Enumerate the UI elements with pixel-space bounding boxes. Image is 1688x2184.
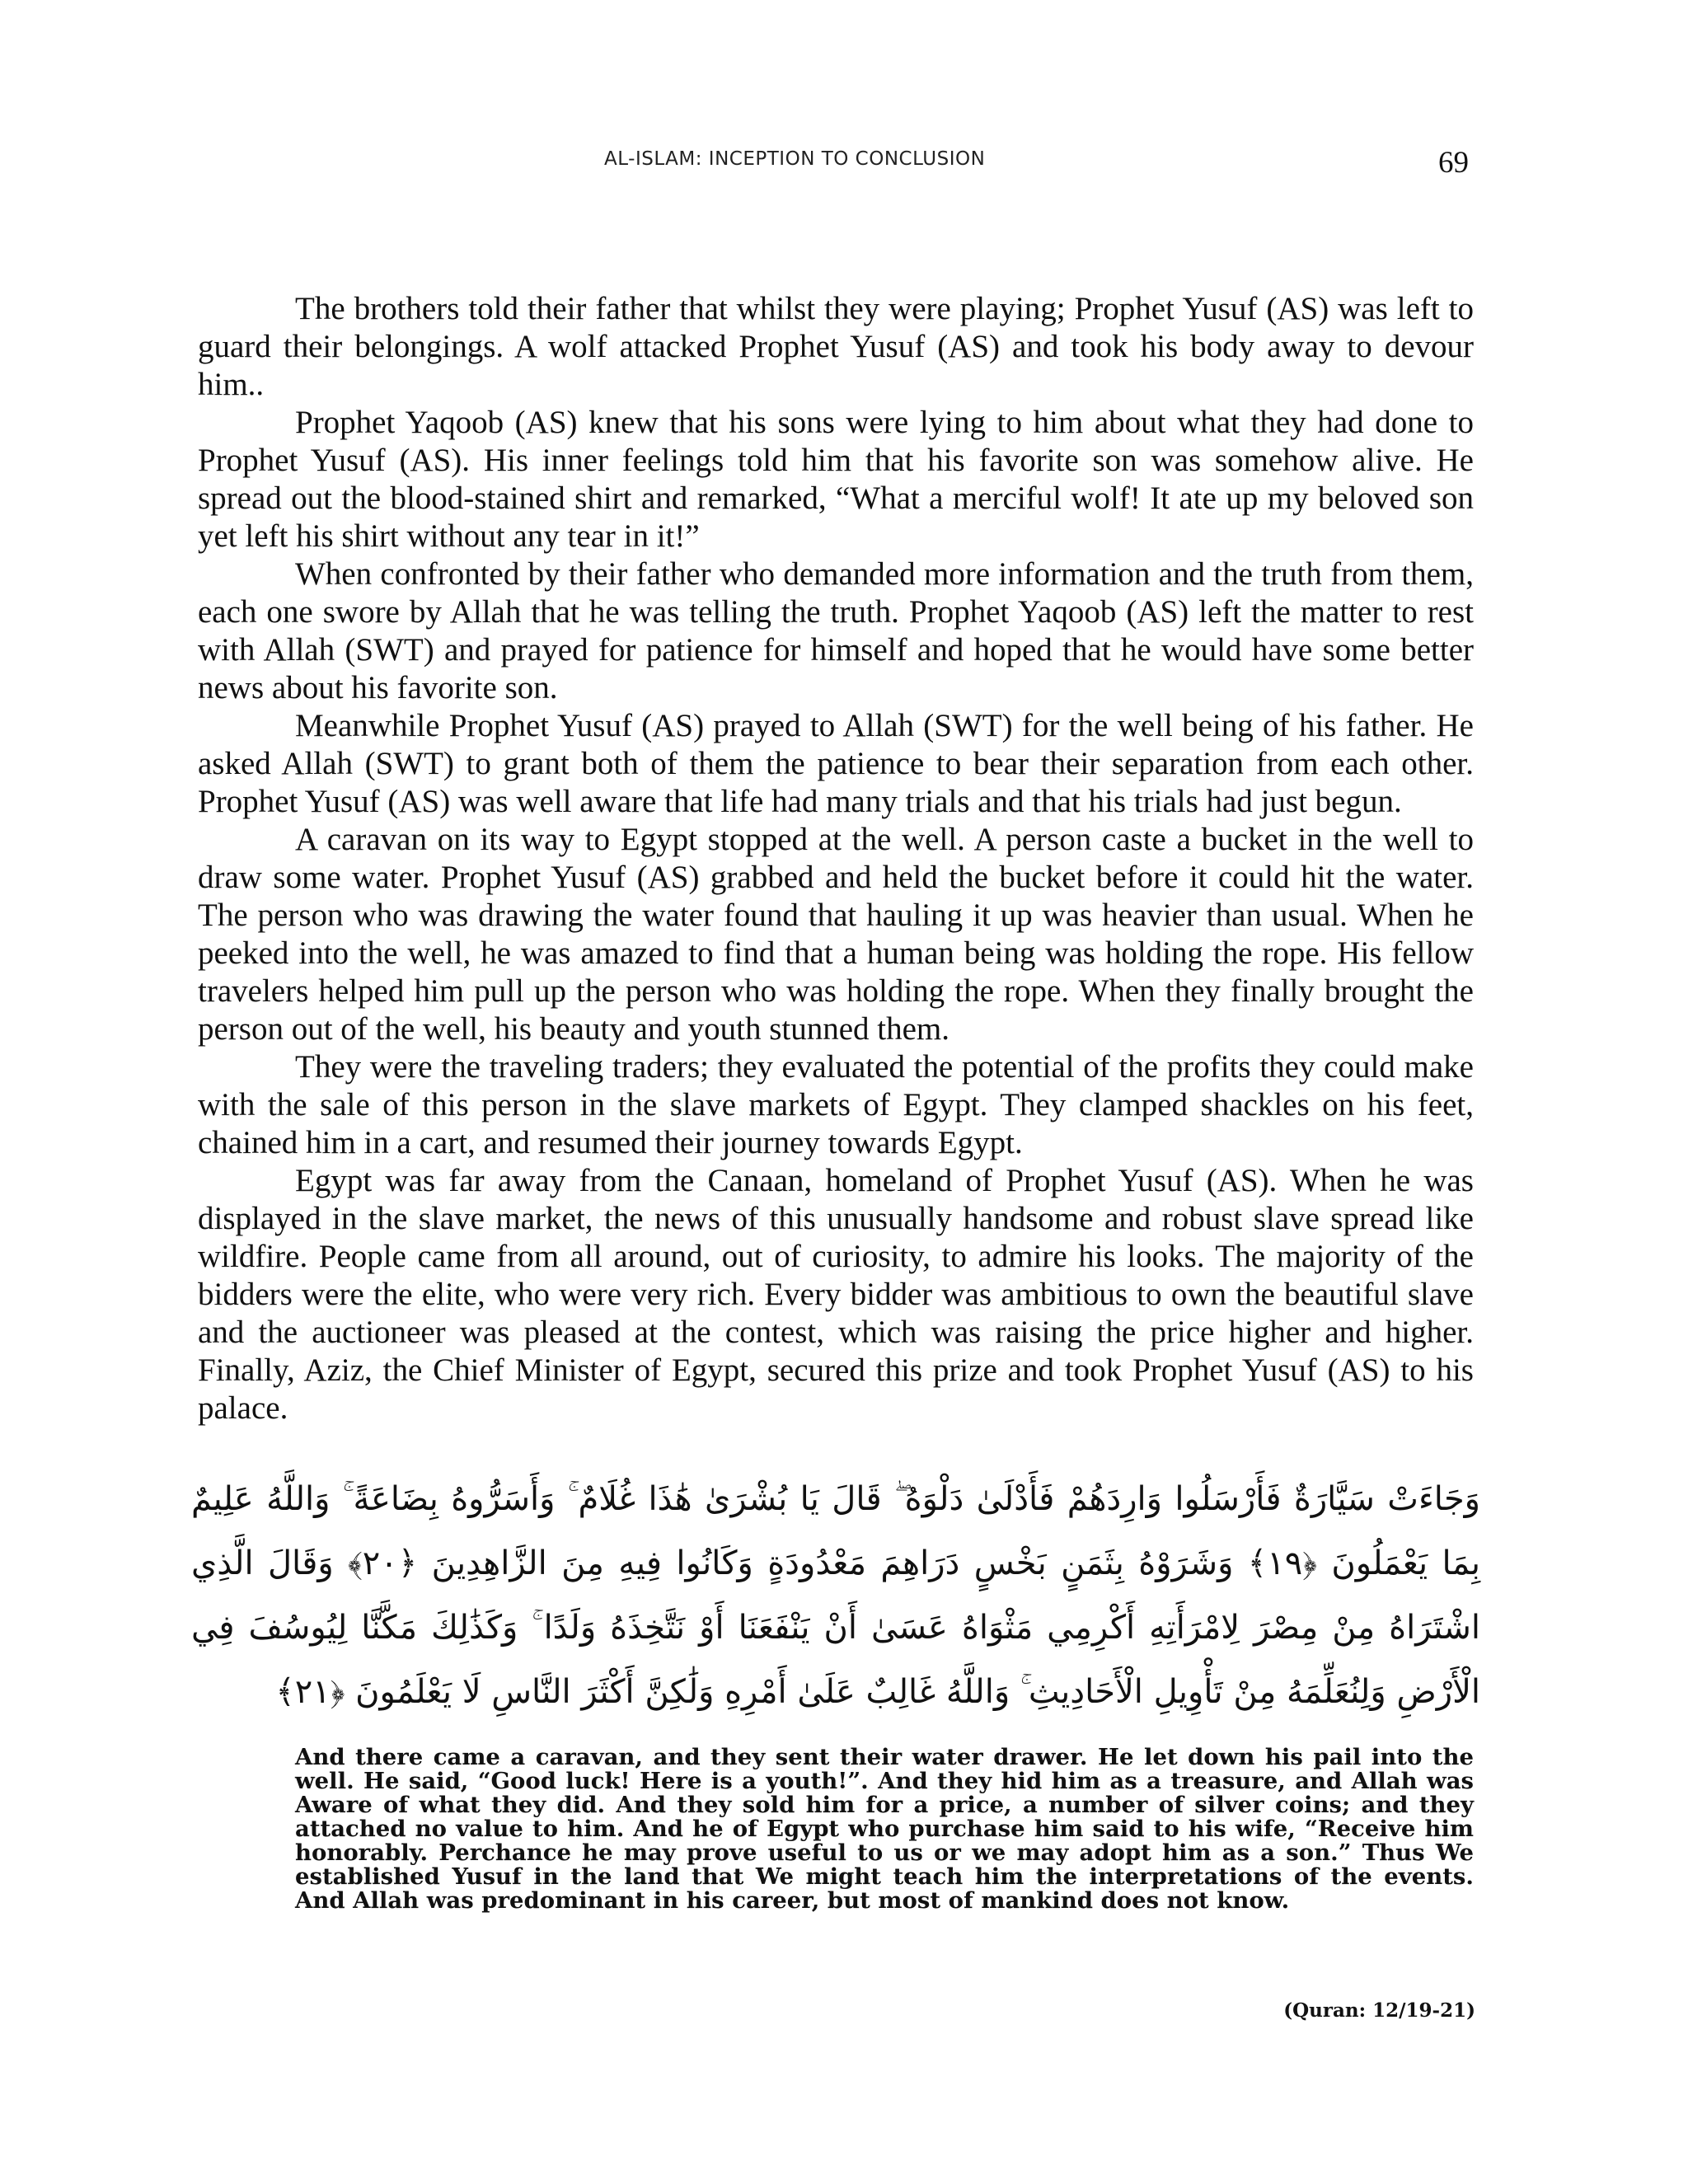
quran-translation: And there came a caravan, and they sent their water drawer. He let down his pail into the well. He said, “Good luck! Here is a youth!”. And they hid him as a treasure, and Allah was Aware of what they did. And they sold him for a price, a number of silver coins; and they attached no value to him. And he of Egypt who purchase him said to his wife, “Receive him honorably. Perchance he may prove useful to us or we may adopt him as a son.” Thus We established Yusuf in the land that We might teach him the interpretations of the events. And Allah was predominant in his career, but most of mankind does not know.	[295, 1744, 1474, 1914]
paragraph: Prophet Yaqoob (AS) knew that his sons were lying to him about what they had done to Prophet Yusuf (AS). His inner feelings told him that his favorite son was somehow alive. He spread out the blood-stained shirt and remarked, “What a merciful wolf! It ate up my beloved son yet left his shirt without any tear in it!”	[198, 405, 1474, 554]
paragraph: When confronted by their father who demanded more information and the truth from them, each one swore by Allah that he was telling the truth. Prophet Yaqoob (AS) left the matter to rest with Allah (SWT) and prayed for patience for himself and hoped that he would have some better news about his favorite son.	[198, 556, 1474, 705]
paragraph: Meanwhile Prophet Yusuf (AS) prayed to Allah (SWT) for the well being of his father. He asked Allah (SWT) to grant both of them the patience to bear their separation from each other. Prophet Yusuf (AS) was well aware that life had many trials and that his trials had just begun.	[198, 708, 1474, 819]
paragraph: They were the traveling traders; they evaluated the potential of the profits they could make with the sale of this person in the slave markets of Egypt. They clamped shackles on his feet, chained him in a cart, and resumed their journey towards Egypt.	[198, 1049, 1474, 1160]
paragraph: The brothers told their father that whilst they were playing; Prophet Yusuf (AS) was left to guard their belongings. A wolf attacked Prophet Yusuf (AS) and took his body away to devour him..	[198, 291, 1474, 402]
paragraph: A caravan on its way to Egypt stopped at the well. A person caste a bucket in the well to draw some water. Prophet Yusuf (AS) grabbed and held the bucket before it could hit the water. The person who was drawing the water found that hauling it up was heavier than usual. When he peeked into the well, he was amazed to find that a human being was holding the rope. His fellow travelers helped him pull up the person who was holding the rope. When they finally brought the person out of the well, his beauty and youth stunned them.	[198, 822, 1474, 1047]
page-number: 69	[1438, 146, 1469, 180]
paragraph: Egypt was far away from the Canaan, homeland of Prophet Yusuf (AS). When he was displayed in the slave market, the news of this unusually handsome and robust slave spread like wildfire. People came from all around, out of curiosity, to admire his looks. The majority of the bidders were the elite, who were very rich. Every bidder was ambitious to own the beautiful slave and the auctioneer was pleased at the contest, which was raising the price higher and higher. Finally, Aziz, the Chief Minister of Egypt, secured this prize and took Prophet Yusuf (AS) to his palace.	[198, 1163, 1474, 1426]
quran-citation: (Quran: 12/19-21)	[1283, 1999, 1475, 2022]
running-header-title: AL-ISLAM: INCEPTION TO CONCLUSION	[604, 148, 986, 170]
quran-arabic-verse: وَجَاءَتْ سَيَّارَةٌ فَأَرْسَلُوا وَارِدَهُمْ فَأَدْلَىٰ دَلْوَهُ ۖ قَالَ يَا بُشْرَىٰ هَٰذَا غُلَامٌ ۚ وَأَسَرُّوهُ بِضَاعَةً ۚ وَاللَّهُ عَلِيمٌ بِمَا يَعْمَلُونَ ﴿١٩﴾ وَشَرَوْهُ بِثَمَنٍ بَخْسٍ دَرَاهِمَ مَعْدُودَةٍ وَكَانُوا فِيهِ مِنَ الزَّاهِدِينَ ﴿٢٠﴾ وَقَالَ الَّذِي اشْتَرَاهُ مِنْ مِصْرَ لِامْرَأَتِهِ أَكْرِمِي مَثْوَاهُ عَسَىٰ أَنْ يَنْفَعَنَا أَوْ نَتَّخِذَهُ وَلَدًا ۚ وَكَذَٰلِكَ مَكَّنَّا لِيُوسُفَ فِي الْأَرْضِ وَلِنُعَلِّمَهُ مِنْ تَأْوِيلِ الْأَحَادِيثِ ۚ وَاللَّهُ غَالِبٌ عَلَىٰ أَمْرِهِ وَلَٰكِنَّ أَكْثَرَ النَّاسِ لَا يَعْلَمُونَ ﴿٢١﴾	[191, 1480, 1480, 1711]
body-text	[198, 290, 1474, 1427]
